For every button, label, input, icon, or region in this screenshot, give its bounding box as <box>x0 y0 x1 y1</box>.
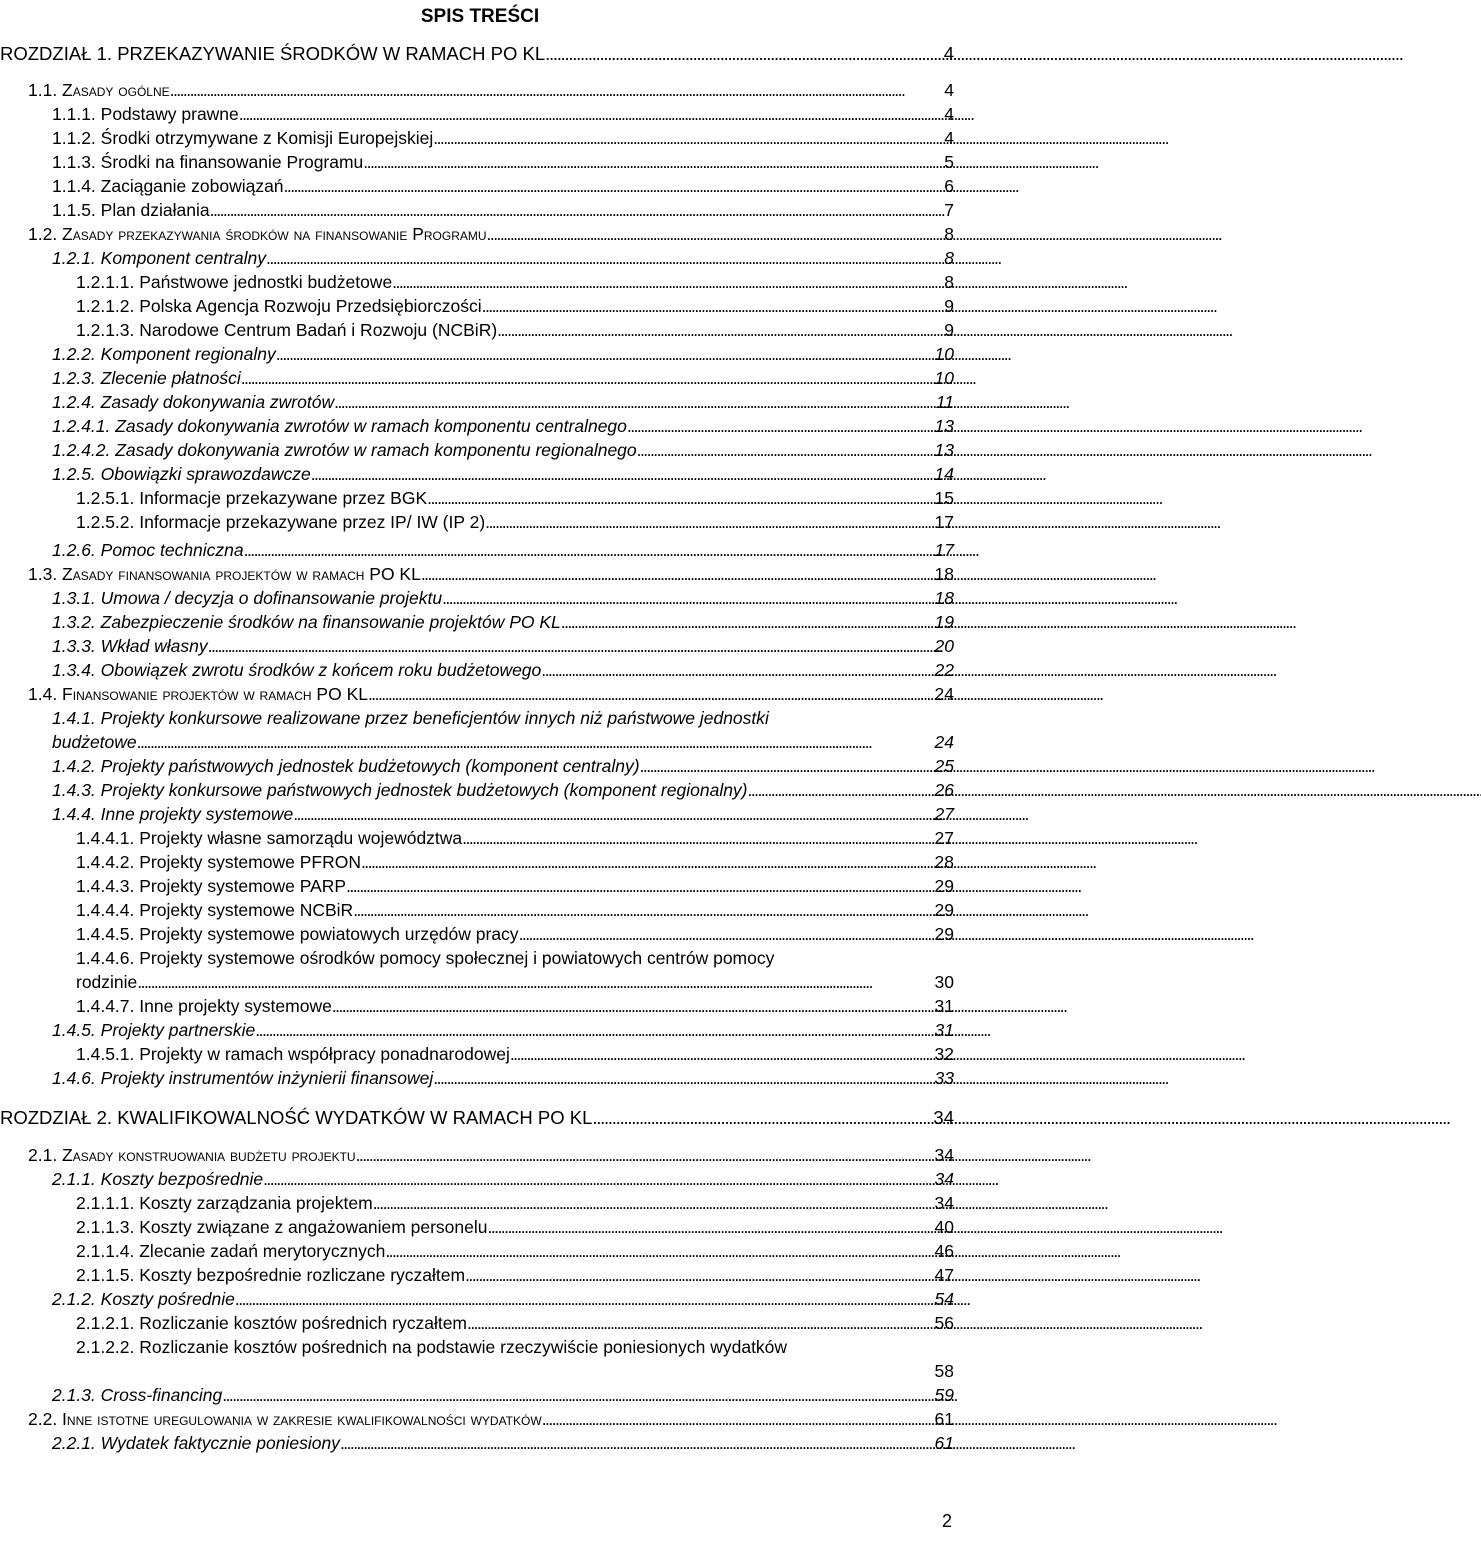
toc-entry-text: 1.2.5.2. Informacje przekazywane przez IP/ IW (IP 2) <box>76 512 486 532</box>
toc-entry[interactable] <box>76 318 954 342</box>
dot-leader <box>433 1066 932 1090</box>
toc-entry-page: 10 <box>934 344 954 364</box>
dot-leader <box>561 610 933 634</box>
dot-leader <box>363 150 942 174</box>
dot-leader <box>748 778 933 802</box>
toc-entry-text-continuation: budżetowe <box>52 732 137 752</box>
toc-entry[interactable] <box>52 706 954 730</box>
toc-entry-page: 24 <box>934 732 954 752</box>
toc-entry-page: 29 <box>934 900 954 920</box>
toc-entry-text: 1.3.1. Umowa / decyzja o dofinansowanie projektu <box>52 588 443 608</box>
toc-entry-text: 2.1.2.1. Rozliczanie kosztów pośrednich ryczałtem <box>76 1313 468 1333</box>
dot-leader <box>353 898 932 922</box>
toc-entry[interactable] <box>52 102 954 126</box>
toc-entry[interactable] <box>52 390 954 414</box>
toc-entry-text: 1.3.3. Wkład własny <box>52 636 208 656</box>
toc-entry[interactable] <box>76 1042 954 1066</box>
dot-leader <box>340 1431 933 1455</box>
toc-entry-text: 1.2.5.1. Informacje przekazywane przez BGK <box>76 488 428 508</box>
toc-entry-text: 1.3. Zasady finansowania projektów w ramach PO KL <box>28 564 421 584</box>
toc-entry[interactable] <box>28 1407 954 1431</box>
toc-entry[interactable] <box>52 586 954 610</box>
toc-entry[interactable] <box>52 1431 954 1455</box>
toc-entry[interactable] <box>28 222 954 246</box>
toc-entry-text: 1.1. Zasady ogólne <box>28 80 170 100</box>
toc-entry[interactable] <box>76 1263 954 1287</box>
dot-leader <box>497 318 942 342</box>
toc-entry-page: 27 <box>934 828 954 848</box>
toc-entry-page: 17 <box>934 512 954 532</box>
toc-entry-text: 1.1.5. Plan działania <box>52 200 210 220</box>
dot-leader <box>244 538 933 562</box>
dot-leader <box>392 270 942 294</box>
toc-entry-text: 2.1.2.2. Rozliczanie kosztów pośrednich na podstawie rzeczywiście poniesionych wydatków <box>76 1337 788 1357</box>
toc-entry-text: 1.4.5.1. Projekty w ramach współpracy ponadnarodowej <box>76 1044 510 1064</box>
toc-entry-text: 1.4.4.6. Projekty systemowe ośrodków pomocy społecznej i powiatowych centrów pomocy <box>76 948 775 968</box>
toc-entry-page: 11 <box>935 392 954 412</box>
toc-entry-page: 56 <box>934 1313 954 1333</box>
dot-leader <box>433 126 942 150</box>
toc-entry-page: 4 <box>944 104 954 124</box>
toc-entry[interactable] <box>76 898 954 922</box>
toc-entry[interactable] <box>52 1383 954 1407</box>
dot-leader <box>293 802 932 826</box>
toc-entry-text: 2.1.3. Cross-financing <box>52 1385 223 1405</box>
dot-leader <box>356 1143 933 1167</box>
toc-entry-page: 29 <box>934 876 954 896</box>
dot-leader <box>488 1215 933 1239</box>
toc-entry-page: 25 <box>934 756 954 776</box>
dot-leader <box>545 42 942 66</box>
dot-leader <box>361 850 933 874</box>
toc-entry-page: 32 <box>934 1044 954 1064</box>
toc-entry[interactable] <box>76 850 954 874</box>
dot-leader <box>241 366 933 390</box>
toc-entry-text: 1.4.4.7. Inne projekty systemowe <box>76 996 332 1016</box>
dot-leader <box>467 1311 933 1335</box>
dot-leader <box>368 682 933 706</box>
toc-entry-text: 2.1. Zasady konstruowania budżetu projektu <box>28 1145 356 1165</box>
toc-entry-text: 1.2.1. Komponent centralny <box>52 248 267 268</box>
dot-leader <box>208 634 933 658</box>
toc-entry-page: 10 <box>934 368 954 388</box>
toc-entry-page: 34 <box>933 1107 954 1128</box>
toc-entry-text: 2.2.1. Wydatek faktycznie poniesiony <box>52 1433 340 1453</box>
dot-leader <box>465 1263 932 1287</box>
dot-leader <box>519 922 933 946</box>
toc-entry-page: 13 <box>934 416 954 436</box>
dot-leader <box>487 222 943 246</box>
toc-entry-text: 1.3.2. Zabezpieczenie środków na finansowanie projektów PO KL <box>52 612 561 632</box>
toc-entry-continuation[interactable] <box>0 1359 954 1383</box>
dot-leader <box>263 1167 932 1191</box>
toc-entry-text: 1.2.1.3. Narodowe Centrum Badań i Rozwoju (NCBiR) <box>76 320 498 340</box>
toc-entry-text: 1.2.3. Zlecenie płatności <box>52 368 241 388</box>
dot-leader <box>222 1383 932 1407</box>
toc-entry[interactable] <box>76 294 954 318</box>
toc-entry[interactable] <box>52 462 954 486</box>
dot-leader <box>235 1287 933 1311</box>
toc-entry-page: 61 <box>934 1433 954 1453</box>
toc-entry-text: 1.4.6. Projekty instrumentów inżynierii finansowej <box>52 1068 434 1088</box>
toc-entry-page: 46 <box>934 1241 954 1261</box>
dot-leader <box>385 1239 932 1263</box>
toc-entry-text: ROZDZIAŁ 1. PRZEKAZYWANIE ŚRODKÓW W RAMACH PO KL <box>0 43 546 64</box>
dot-leader <box>442 586 932 610</box>
toc-entry[interactable] <box>52 1066 954 1090</box>
toc-entry[interactable] <box>52 1167 954 1191</box>
toc-entry-text: 1.1.3. Środki na finansowanie Programu <box>52 152 364 172</box>
toc-entry-page: 15 <box>934 488 954 508</box>
toc-entry-page: 5 <box>944 152 954 172</box>
toc-entry-page: 47 <box>934 1265 954 1285</box>
toc-entry[interactable] <box>52 366 954 390</box>
dot-leader <box>637 438 933 462</box>
dot-leader <box>311 462 933 486</box>
dot-leader <box>170 78 943 102</box>
toc-entry-text: 1.1.2. Środki otrzymywane z Komisji Europejskiej <box>52 128 434 148</box>
dot-leader <box>485 510 932 534</box>
toc-entry-page: 54 <box>934 1289 954 1309</box>
toc-entry-text: 1.4.4.2. Projekty systemowe PFRON <box>76 852 361 872</box>
dot-leader <box>482 294 943 318</box>
toc-entry-text: 1.4.5. Projekty partnerskie <box>52 1020 256 1040</box>
dot-leader <box>640 754 933 778</box>
toc-entry-page: 9 <box>944 296 954 316</box>
toc-entry-text: 2.1.1.4. Zlecanie zadań merytorycznych <box>76 1241 386 1261</box>
toc-entry[interactable] <box>0 42 954 66</box>
toc-entry-page: 40 <box>934 1217 954 1237</box>
toc-entry-page: 8 <box>944 248 954 268</box>
toc-entry-text: 1.4.4.4. Projekty systemowe NCBiR <box>76 900 354 920</box>
toc-entry[interactable] <box>52 198 954 222</box>
toc-entry-page: 30 <box>934 972 954 992</box>
toc-entry[interactable] <box>28 1143 954 1167</box>
toc-entry-page: 18 <box>934 564 954 584</box>
toc-entry-page: 4 <box>944 128 954 148</box>
dot-leader <box>542 1407 933 1431</box>
toc-entry-page: 19 <box>934 612 954 632</box>
page-number: 2 <box>941 1511 952 1531</box>
toc-entry[interactable] <box>52 658 954 682</box>
dot-leader <box>276 342 933 366</box>
toc-entry-text: 1.4.2. Projekty państwowych jednostek budżetowych (komponent centralny) <box>52 756 640 776</box>
toc-entry-text: 1.2.2. Komponent regionalny <box>52 344 276 364</box>
toc-entry-continuation[interactable] <box>52 730 954 754</box>
dot-leader <box>592 1106 931 1130</box>
toc-entry-text: 1.3.4. Obowiązek zwrotu środków z końcem roku budżetowego <box>52 660 542 680</box>
dot-leader <box>332 994 933 1018</box>
toc-entry-text: 1.4.1. Projekty konkursowe realizowane przez beneficjentów innych niż państwowe jednostki <box>52 708 769 728</box>
toc-entry-page: 31 <box>934 1020 954 1040</box>
toc-entry[interactable] <box>52 778 954 802</box>
toc-entry[interactable] <box>52 150 954 174</box>
toc-entry-page: 8 <box>944 272 954 292</box>
toc-entry[interactable] <box>52 126 954 150</box>
dot-leader <box>421 562 933 586</box>
toc-entry-page: 27 <box>934 804 954 824</box>
toc-entry-page: 34 <box>934 1169 954 1189</box>
toc-entry-page: 26 <box>934 780 954 800</box>
dot-leader <box>427 486 932 510</box>
dot-leader <box>462 826 932 850</box>
toc-entry-text: 1.4.4. Inne projekty systemowe <box>52 804 294 824</box>
dot-leader <box>510 1042 933 1066</box>
toc-entry[interactable] <box>76 874 954 898</box>
toc-entry-text: 2.1.2. Koszty pośrednie <box>52 1289 235 1309</box>
toc-entry-text: 1.1.4. Zaciąganie zobowiązań <box>52 176 284 196</box>
toc-entry-text: 2.1.1. Koszty bezpośrednie <box>52 1169 264 1189</box>
toc-entry[interactable] <box>52 1018 954 1042</box>
dot-leader <box>284 174 943 198</box>
toc-entry-page: 24 <box>934 684 954 704</box>
toc-entry-page: 61 <box>934 1409 954 1429</box>
toc-entry-page: 59 <box>934 1385 954 1405</box>
toc-entry-continuation[interactable] <box>76 970 954 994</box>
toc-entry-text: 1.4.3. Projekty konkursowe państwowych jednostek budżetowych (komponent regionalny) <box>52 780 748 800</box>
dot-leader <box>266 246 942 270</box>
toc-entry[interactable] <box>52 174 954 198</box>
toc-entry-text: 2.1.1.3. Koszty związane z angażowaniem personelu <box>76 1217 488 1237</box>
toc-entry-text: 1.4.4.1. Projekty własne samorządu województwa <box>76 828 463 848</box>
toc-entry-page: 8 <box>944 224 954 244</box>
toc-entry[interactable] <box>0 1106 954 1130</box>
toc-entry-page: 18 <box>934 588 954 608</box>
dot-leader <box>346 874 932 898</box>
dot-leader <box>137 730 933 754</box>
toc-entry[interactable] <box>76 826 954 850</box>
toc-entry-text: 1.4.4.5. Projekty systemowe powiatowych urzędów pracy <box>76 924 519 944</box>
toc-entry[interactable] <box>52 610 954 634</box>
toc-entry-text: 1.2.4.1. Zasady dokonywania zwrotów w ramach komponentu centralnego <box>52 416 627 436</box>
toc-entry[interactable] <box>28 562 954 586</box>
toc-entry-text: 1.2.5. Obowiązki sprawozdawcze <box>52 464 311 484</box>
toc-entry-page: 13 <box>934 440 954 460</box>
toc-entry[interactable] <box>76 270 954 294</box>
toc-entry[interactable] <box>52 538 954 562</box>
toc-entry-page: 14 <box>934 464 954 484</box>
toc-entry-page: 4 <box>943 43 954 64</box>
toc-entry-page: 9 <box>944 320 954 340</box>
toc-entry[interactable] <box>76 1215 954 1239</box>
toc-entry-text: ROZDZIAŁ 2. KWALIFIKOWALNOŚĆ WYDATKÓW W RAMACH PO KL <box>0 1107 593 1128</box>
dot-leader <box>255 1018 932 1042</box>
toc-entry-text: 1.2.1.2. Polska Agencja Rozwoju Przedsiębiorczości <box>76 296 482 316</box>
toc-entry-page: 34 <box>934 1193 954 1213</box>
toc-entry-text: 1.1.1. Podstawy prawne <box>52 104 239 124</box>
toc-entry[interactable] <box>52 438 954 462</box>
toc-entry[interactable] <box>52 246 954 270</box>
toc-entry[interactable] <box>52 342 954 366</box>
toc-entry[interactable] <box>28 682 954 706</box>
toc-entry[interactable] <box>76 1311 954 1335</box>
toc-entry-text: 1.2.4. Zasady dokonywania zwrotów <box>52 392 335 412</box>
toc-entry[interactable] <box>76 994 954 1018</box>
toc-entry-text: 1.2.4.2. Zasady dokonywania zwrotów w ramach komponentu regionalnego <box>52 440 637 460</box>
toc-entry[interactable] <box>76 922 954 946</box>
toc-entry-text: 1.2.1.1. Państwowe jednostki budżetowe <box>76 272 393 292</box>
toc-entry-page: 17 <box>934 540 954 560</box>
dot-leader <box>627 414 933 438</box>
toc-entry-text: 1.2. Zasady przekazywania środków na finansowanie Programu <box>28 224 487 244</box>
toc-entry-page: 4 <box>944 80 954 100</box>
dot-leader <box>137 970 932 994</box>
toc-entry-page: 28 <box>934 852 954 872</box>
toc-entry-page: 33 <box>934 1068 954 1088</box>
toc-entry-page: 31 <box>934 996 954 1016</box>
dot-leader <box>210 198 943 222</box>
dot-leader <box>239 102 942 126</box>
toc-entry[interactable] <box>52 1287 954 1311</box>
toc-title: SPIS TREŚCI <box>420 6 540 27</box>
toc-entry[interactable] <box>76 1191 954 1215</box>
dot-leader <box>541 658 932 682</box>
toc-entry-text: 2.2. Inne istotne uregulowania w zakresie kwalifikowalności wydatków <box>28 1409 542 1429</box>
toc-entry-text: 1.2.6. Pomoc techniczna <box>52 540 244 560</box>
toc-entry-page: 7 <box>944 200 954 220</box>
dot-leader <box>334 390 934 414</box>
toc-entry-text-continuation: rodzinie <box>76 972 138 992</box>
toc-entry-page: 20 <box>934 636 954 656</box>
toc-entry[interactable] <box>52 802 954 826</box>
toc-entry[interactable] <box>76 486 954 510</box>
toc-entry-text: 1.4.4.3. Projekty systemowe PARP <box>76 876 347 896</box>
toc-entry[interactable] <box>76 1335 954 1359</box>
toc-entry[interactable] <box>52 754 954 778</box>
toc-entry[interactable] <box>76 946 954 970</box>
toc-entry-page: 58 <box>934 1361 954 1381</box>
toc-entry-text: 1.4. Finansowanie projektów w ramach PO KL <box>28 684 368 704</box>
toc-entry[interactable] <box>28 78 954 102</box>
toc-entry-page: 29 <box>934 924 954 944</box>
toc-entry[interactable] <box>52 414 954 438</box>
toc-entry-page: 34 <box>934 1145 954 1165</box>
toc-entry-text: 2.1.1.1. Koszty zarządzania projektem <box>76 1193 373 1213</box>
dot-leader <box>373 1191 933 1215</box>
toc-entry[interactable] <box>76 1239 954 1263</box>
toc-entry-text: 2.1.1.5. Koszty bezpośrednie rozliczane ryczałtem <box>76 1265 466 1285</box>
toc-entry[interactable] <box>52 634 954 658</box>
toc-entry[interactable] <box>76 510 954 534</box>
toc-entry-page: 6 <box>944 176 954 196</box>
toc-entry-page: 22 <box>934 660 954 680</box>
